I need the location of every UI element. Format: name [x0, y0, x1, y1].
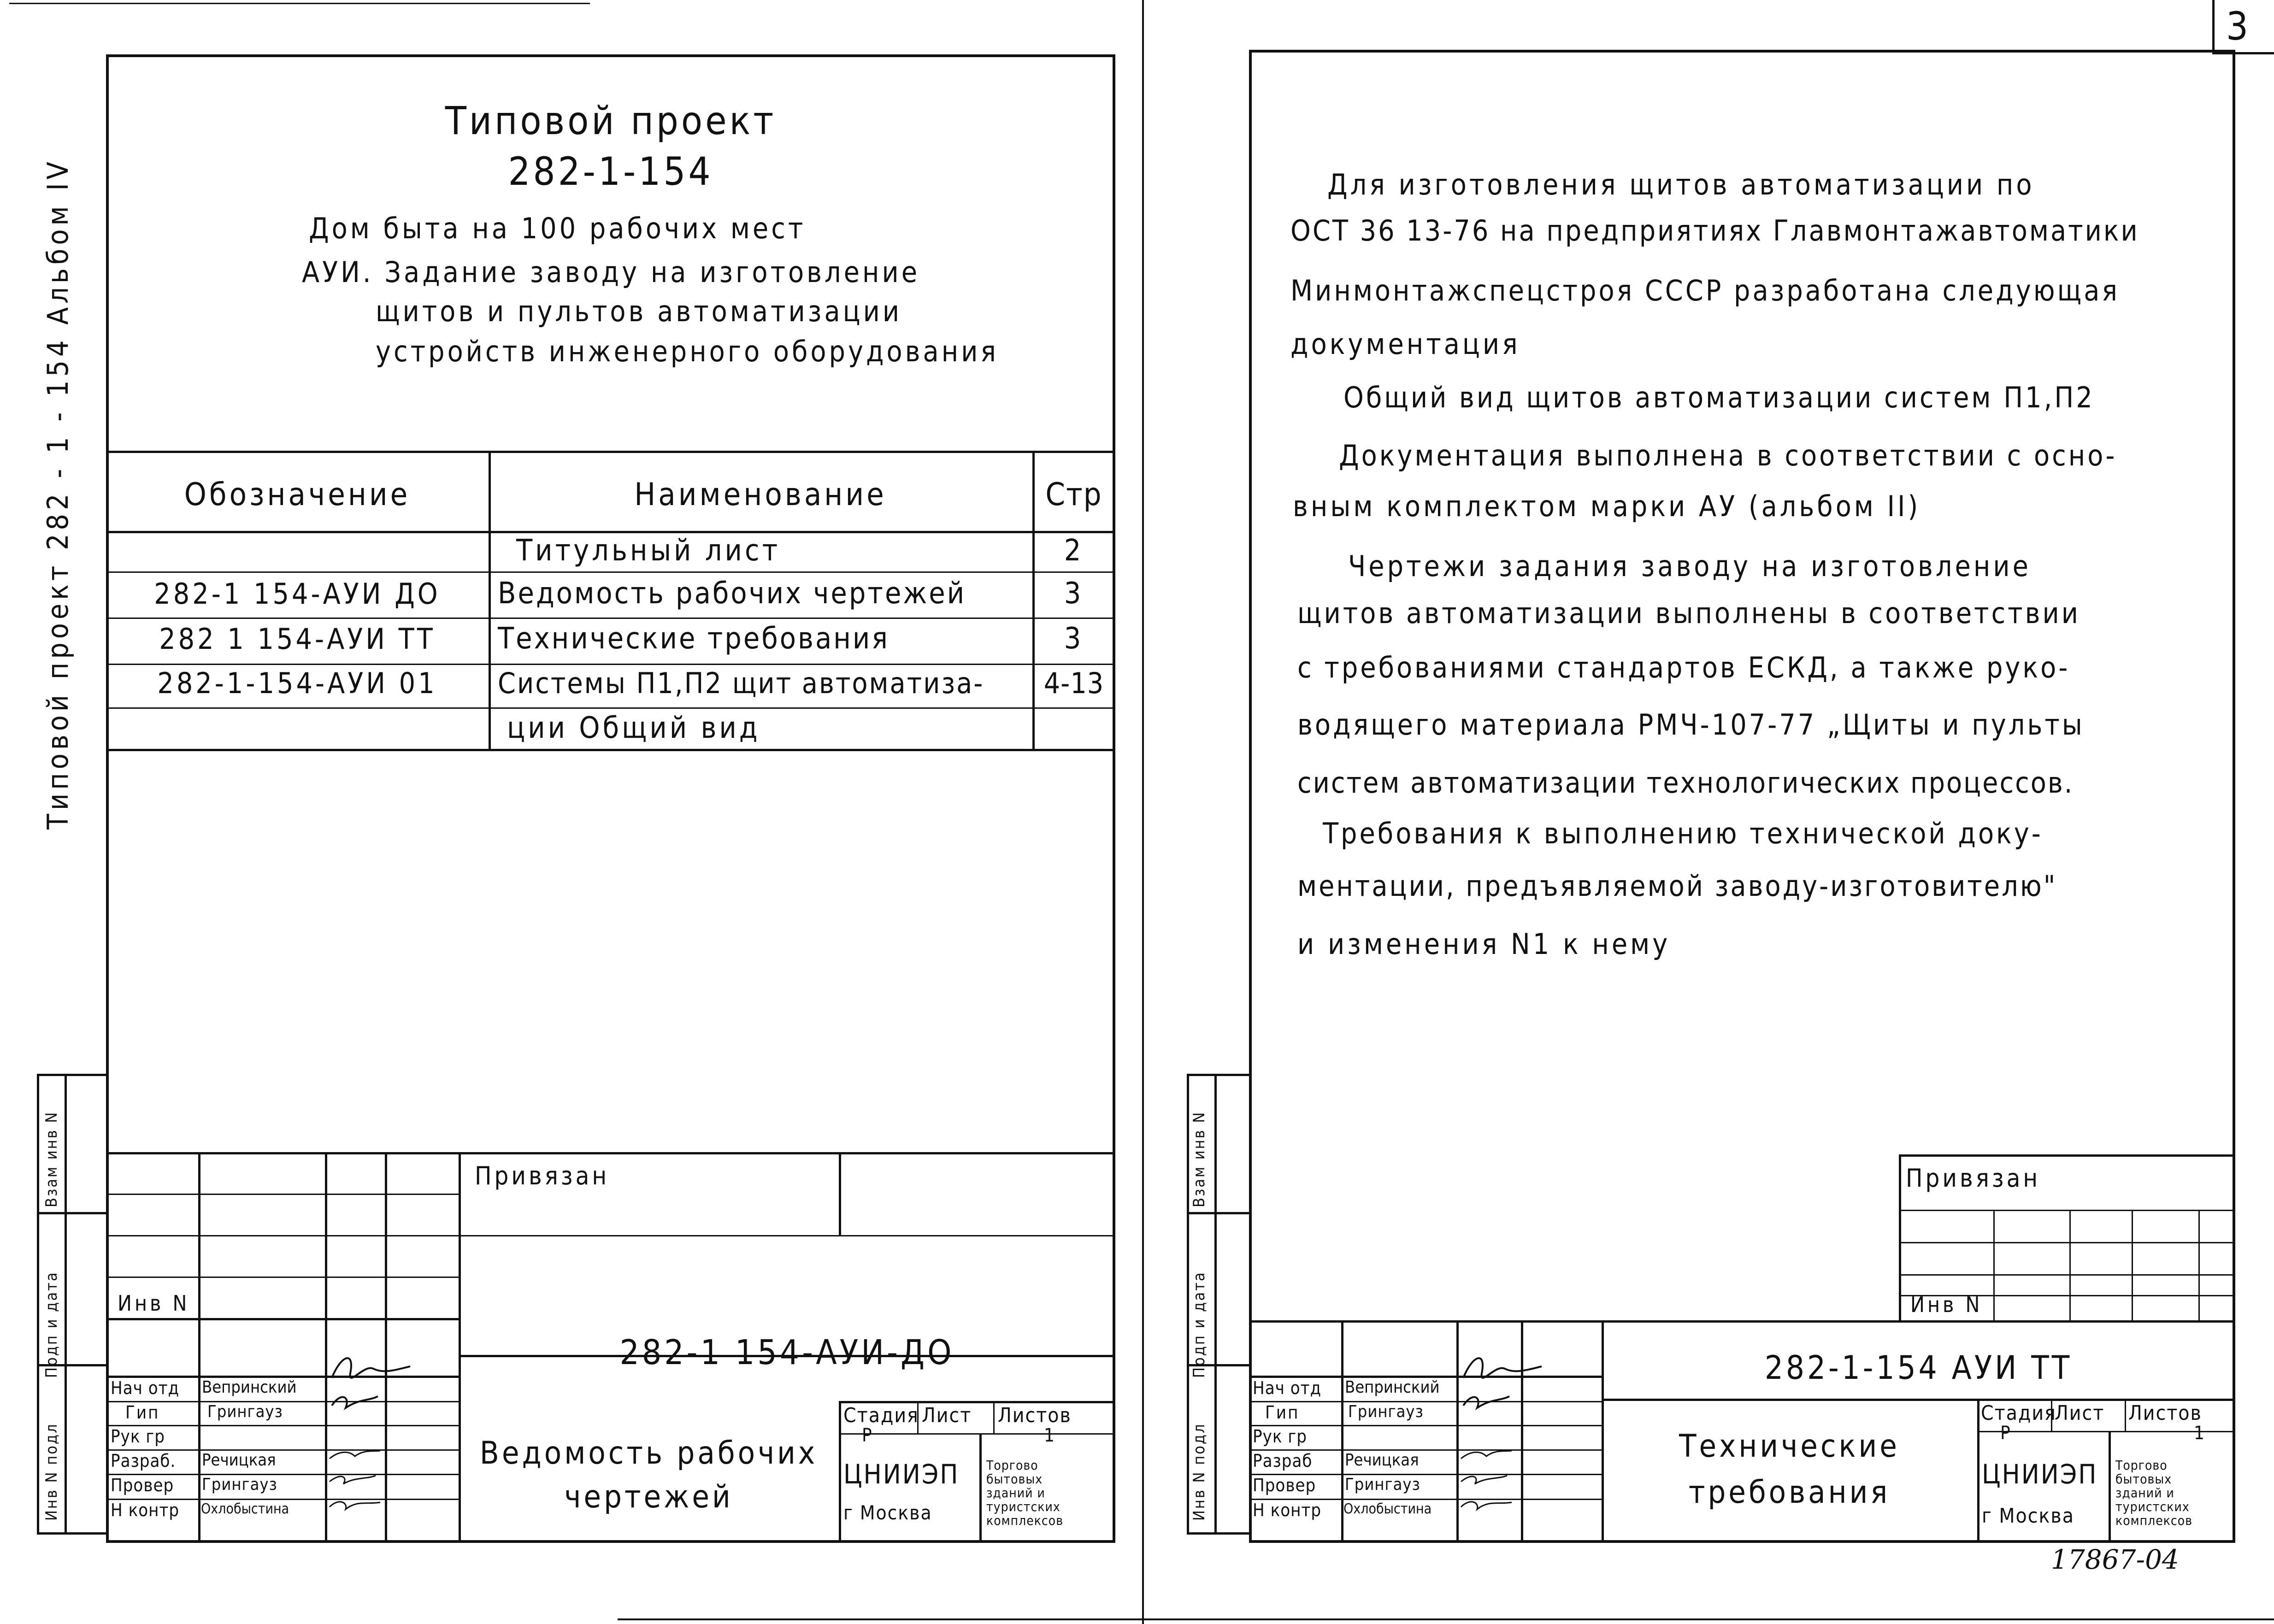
right-org: ЦНИИЭП	[1982, 1459, 2098, 1490]
table-cell: 282-1 154-АУИ ДО	[154, 577, 441, 611]
left-org-city: г Москва	[843, 1501, 932, 1524]
archive-number: 17867-04	[2051, 1544, 2179, 1575]
body-line: ОСТ 36 13-76 на предприятиях Главмонтажавтоматики	[1290, 214, 2139, 247]
page-number: 3	[2226, 4, 2251, 49]
person: Охлобыстина	[1343, 1501, 1432, 1517]
left-header-line1: Типовой проект	[445, 98, 777, 143]
page-number-box	[2212, 0, 2215, 54]
table-row-rule	[106, 618, 1115, 619]
body-line: водящего материала РМЧ-107-77 „Щиты и пульты	[1297, 708, 2085, 741]
stamp-row	[106, 1318, 459, 1320]
col-header-page: Стр	[1045, 477, 1102, 513]
right-spine-inv: Инв N подл	[1190, 1423, 1208, 1521]
left-header-line3: Дом быта на 100 рабочих мест	[309, 212, 806, 245]
right-doc-code: 282-1-154 АУИ ТТ	[1764, 1349, 2073, 1387]
body-line: и изменения N1 к нему	[1297, 927, 1671, 961]
spine-stamp-line	[37, 1364, 106, 1366]
left-header-line4: АУИ. Задание заводу на изготовление	[302, 255, 920, 289]
table-row-rule	[106, 664, 1115, 665]
right-org-city: г Москва	[1982, 1504, 2075, 1528]
role: Рук гр	[111, 1426, 165, 1447]
stamp-top-rule	[106, 1152, 1115, 1154]
person: Охлобыстина	[201, 1501, 289, 1517]
stamp-row	[839, 1433, 1115, 1435]
right-doc-title-2: требования	[1688, 1474, 1891, 1511]
stamp-row	[1249, 1320, 2235, 1323]
stamp-row	[1899, 1242, 2235, 1243]
right-stage-label: Стадия	[1981, 1401, 2056, 1425]
person: Речицкая	[1345, 1451, 1419, 1470]
left-signatures	[323, 1346, 415, 1539]
person: Грингауз	[1345, 1475, 1420, 1494]
table-row-rule	[106, 707, 1115, 709]
role: Гип	[125, 1402, 160, 1423]
col-header-designation: Обозначение	[184, 477, 411, 513]
table-cell: 3	[1064, 622, 1084, 656]
table-cell: Технические требования	[498, 622, 890, 656]
role: Н контр	[1253, 1500, 1322, 1520]
left-doc-title-1: Ведомость рабочих	[479, 1435, 818, 1471]
stamp-row	[839, 1401, 1115, 1403]
stamp-row	[1899, 1274, 2235, 1276]
stamp-col	[1977, 1399, 1979, 1543]
dept-line: туристских	[2115, 1499, 2190, 1514]
stamp-row	[1899, 1154, 2235, 1157]
table-cell: Системы П1,П2 щит автоматиза-	[498, 666, 984, 700]
spine-stamp-col	[65, 1074, 67, 1535]
left-dept	[986, 1459, 1063, 1528]
body-line: с требованиями стандартов ЕСКД, а также руко-	[1297, 651, 2070, 684]
table-row-rule	[106, 571, 1115, 573]
left-stage: Р	[862, 1425, 875, 1446]
stamp-col	[839, 1152, 841, 1235]
left-sheets-label: Листов	[998, 1404, 1072, 1427]
stamp-row	[106, 1194, 459, 1195]
dept-line: комплексов	[2115, 1513, 2193, 1528]
table-header-rule	[106, 531, 1115, 533]
body-line: Минмонтажспецстроя СССР разработана следующая	[1290, 274, 2120, 307]
table-cell: 282 1 154-АУИ ТТ	[159, 622, 436, 656]
stamp-col	[1993, 1210, 1995, 1320]
right-doc-title-1: Технические	[1679, 1428, 1900, 1465]
role: Провер	[1253, 1475, 1316, 1495]
table-cell: 3	[1064, 577, 1084, 611]
body-line: ментации, предъявляемой заводу-изготовителю"	[1297, 869, 2057, 903]
right-spine-col	[1214, 1074, 1217, 1535]
role: Нач отд	[111, 1378, 180, 1398]
stamp-col	[2125, 1399, 2126, 1431]
spine-stamp-line	[37, 1212, 106, 1214]
table-cell: 2	[1064, 534, 1084, 568]
right-sheets: 1	[2194, 1423, 2207, 1444]
table-cell: 4-13	[1043, 666, 1104, 700]
right-spine-row	[1187, 1212, 1249, 1214]
stamp-row	[1249, 1401, 1602, 1402]
stamp-row	[1602, 1399, 2235, 1401]
role: Н контр	[111, 1500, 180, 1520]
stamp-col	[2069, 1210, 2071, 1320]
right-sheets-label: Листов	[2128, 1401, 2202, 1425]
right-spine-sign: Подп и дата	[1190, 1271, 1208, 1378]
left-inv-label: Инв N	[118, 1291, 190, 1316]
left-header-line6: устройств инженерного оборудования	[376, 335, 999, 368]
stamp-col	[198, 1152, 200, 1543]
sheet-divider	[1142, 0, 1144, 1624]
dept-line: комплексов	[986, 1513, 1064, 1528]
stamp-col	[979, 1433, 982, 1543]
page-bottom-line	[618, 1618, 2274, 1620]
person: Вепринский	[202, 1378, 297, 1397]
col-header-name: Наименование	[634, 477, 887, 513]
body-line: Чертежи задания заводу на изготовление	[1348, 549, 2031, 583]
right-sheet-label: Лист	[2055, 1401, 2105, 1425]
table-cell: Ведомость рабочих чертежей	[498, 577, 966, 611]
left-stage-label: Стадия	[843, 1404, 919, 1427]
left-org: ЦНИИЭП	[843, 1459, 960, 1490]
spine-sign-label: Подп и дата	[42, 1271, 61, 1378]
stamp-row	[1899, 1210, 2235, 1211]
left-sheets: 1	[1044, 1425, 1057, 1446]
left-doc-title-2: чертежей	[564, 1479, 733, 1515]
spine-replace-label: Взам инв N	[42, 1111, 61, 1207]
right-dept	[2115, 1459, 2192, 1528]
table-bottom-rule	[106, 749, 1115, 751]
dept-line: Торгово	[2115, 1458, 2168, 1473]
left-header-line2: 282-1-154	[508, 149, 713, 194]
role: Разраб.	[111, 1451, 176, 1471]
role: Провер	[111, 1475, 174, 1495]
stamp-col	[839, 1401, 841, 1543]
spine-title: Типовой проект 282 - 1 - 154 Альбом IV	[41, 158, 75, 830]
role: Рук гр	[1253, 1426, 1308, 1447]
table-cell: 282-1-154-АУИ 01	[157, 666, 437, 700]
person: Вепринский	[1345, 1378, 1440, 1397]
stamp-row	[106, 1277, 459, 1278]
table-cell: ции Общий вид	[507, 711, 760, 745]
dept-line: Торгово	[986, 1458, 1038, 1473]
body-line: систем автоматизации технологических процессов.	[1297, 766, 2074, 800]
left-doc-code: 282-1 154-АУИ-ДО	[619, 1333, 954, 1372]
right-spine-replace: Взам инв N	[1190, 1111, 1208, 1207]
person: Речицкая	[202, 1451, 276, 1470]
dept-line: зданий и	[986, 1485, 1045, 1500]
role: Гип	[1265, 1402, 1300, 1423]
right-inv-label: Инв N	[1910, 1292, 1983, 1317]
role: Разраб	[1253, 1451, 1313, 1471]
stamp-row	[106, 1235, 1115, 1236]
right-signatures	[1454, 1346, 1546, 1539]
spine-inv-label: Инв N подл	[42, 1423, 61, 1521]
body-line: Требования к выполнению технической доку-	[1323, 817, 2043, 850]
spine-stamp-left	[37, 1074, 106, 1535]
person: Грингауз	[207, 1402, 283, 1421]
left-bound-label: Привязан	[475, 1161, 610, 1190]
stamp-col	[2198, 1210, 2200, 1320]
body-line: щитов автоматизации выполнены в соответствии	[1297, 596, 2081, 630]
stamp-col	[2132, 1210, 2133, 1320]
body-line: вным комплектом марки АУ (альбом II)	[1293, 489, 1921, 523]
person: Грингауз	[1348, 1402, 1424, 1421]
role: Нач отд	[1253, 1378, 1322, 1398]
table-top-rule	[106, 451, 1115, 453]
right-bound-label: Привязан	[1906, 1164, 2041, 1193]
page-top-line	[9, 3, 590, 4]
stamp-col	[993, 1401, 995, 1433]
table-cell: Титульный лист	[516, 534, 781, 568]
body-line: Для изготовления щитов автоматизации по	[1327, 168, 2035, 201]
body-line: Документация выполнена в соответствии с осно-	[1339, 439, 2117, 472]
dept-line: бытовых	[2115, 1471, 2172, 1487]
body-line: документация	[1290, 327, 1520, 361]
body-line: Общий вид щитов автоматизации систем П1,П2	[1343, 381, 2095, 414]
person: Грингауз	[202, 1475, 277, 1494]
left-sheet-label: Лист	[922, 1404, 972, 1427]
left-header-line5: щитов и пультов автоматизации	[376, 294, 902, 328]
stamp-col	[2109, 1431, 2111, 1543]
right-stage: Р	[2000, 1423, 2013, 1444]
dept-line: бытовых	[986, 1471, 1043, 1487]
dept-line: туристских	[986, 1499, 1060, 1514]
dept-line: зданий и	[2115, 1485, 2174, 1500]
